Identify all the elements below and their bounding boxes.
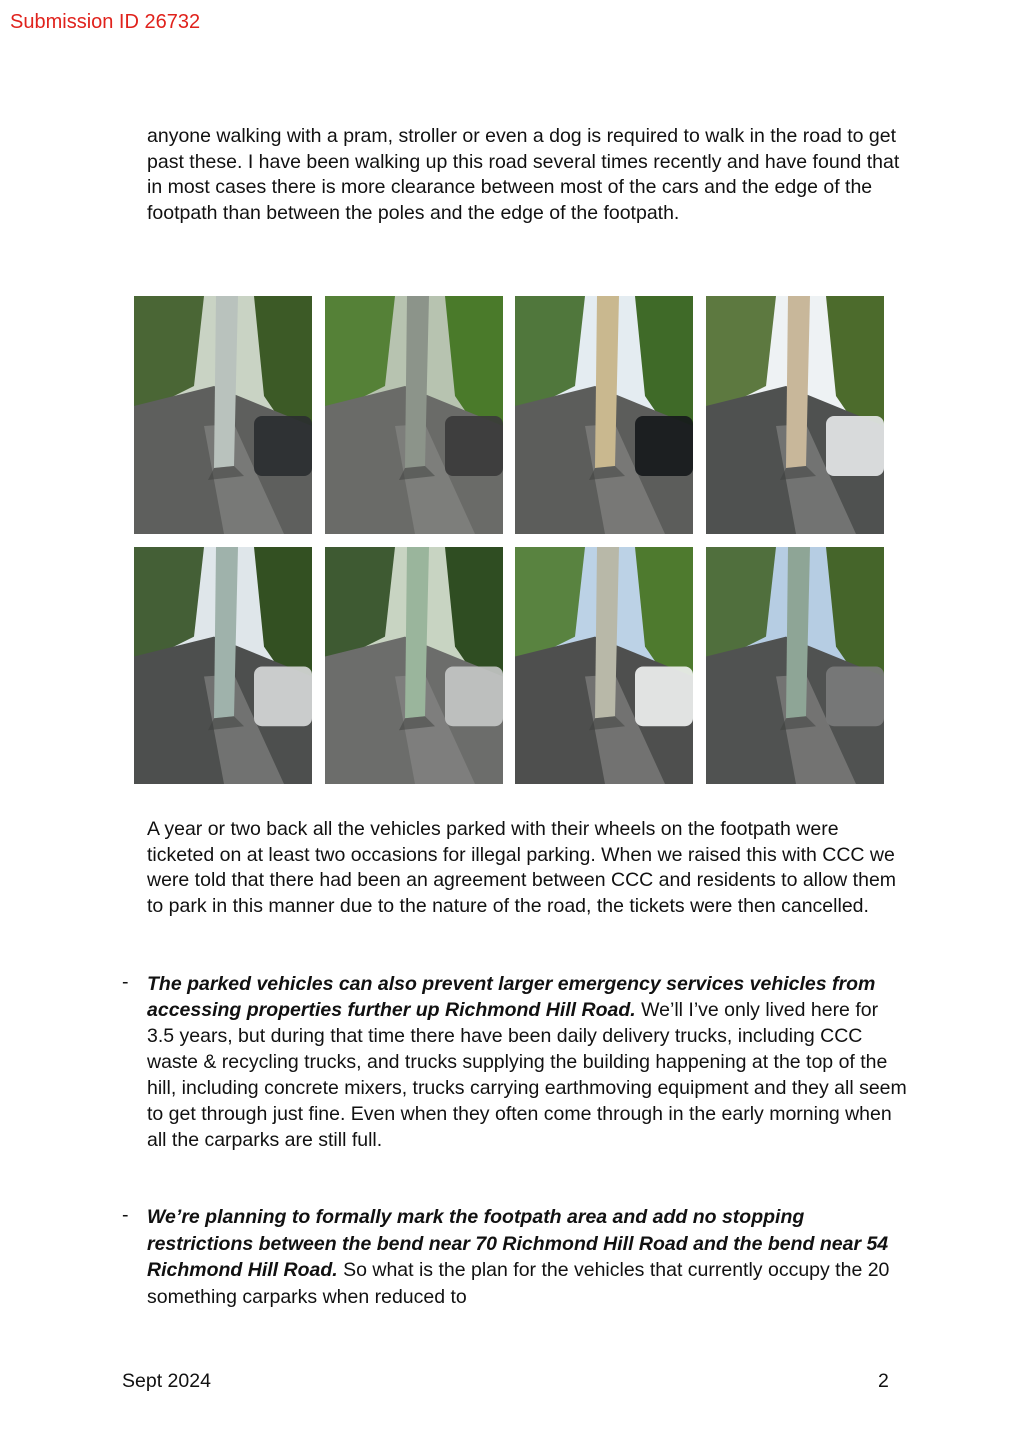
bullet-emergency-vehicles-text: We’ll I’ve only lived here for 3.5 years, but during that time there have been daily delivery trucks, including CCC waste & recycling trucks, and trucks supplying the building happening at the top of the hill, including concrete mixers, trucks carrying earthmoving equipment and they all seem to get through just fine. Even when they often come through in the early morning when all the carparks are still full. [147, 999, 907, 1151]
photo-7 [515, 547, 693, 784]
photo-pole-road-yellow-lines [134, 296, 312, 534]
photo-vehicle [826, 416, 884, 476]
photo-utility-pole [214, 547, 238, 718]
photo-utility-pole [405, 296, 429, 468]
photo-utility-pole [595, 296, 619, 468]
bullet-dash-1: - [122, 971, 129, 993]
photo-utility-pole [786, 296, 810, 468]
footer-page-number: 2 [878, 1370, 889, 1392]
footer-date: Sept 2024 [122, 1370, 211, 1392]
photo-pole-hillside-road [134, 547, 312, 784]
photo-6 [325, 547, 503, 784]
bullet-emergency-vehicles [147, 971, 907, 1153]
photo-1 [134, 296, 312, 534]
photo-4 [706, 296, 884, 534]
photo-utility-pole [595, 547, 619, 718]
photo-utility-pole [405, 547, 429, 718]
photo-vehicle [635, 666, 693, 726]
photo-utility-pole [214, 296, 238, 468]
submission-id-stamp: Submission ID 26732 [10, 11, 201, 33]
photo-vehicle [254, 416, 312, 476]
photo-vehicle [826, 666, 884, 726]
photo-pole-footpath-shrubs [325, 296, 503, 534]
photo-pole-white-car [515, 547, 693, 784]
photo-8 [706, 547, 884, 784]
photo-5 [134, 547, 312, 784]
photo-utility-pole [786, 547, 810, 718]
paragraph-ticketing: A year or two back all the vehicles parked with their wheels on the footpath were ticketed on at least two occasions for illegal parking. When we raised this with CCC we were told that there had been an agreement between CCC and residents to allow them to park in this manner due to the nature of the road, the tickets were then cancelled. [147, 818, 897, 917]
photo-3 [515, 296, 693, 534]
bullet-emergency-vehicles-bold: The parked vehicles can also prevent larger emergency services vehicles from accessing properties further up Richmond Hill Road. [147, 973, 876, 1021]
bullet-footpath-plan-text: So what is the plan for the vehicles that currently occupy the 20 something carparks when reduced to [147, 1259, 890, 1308]
photo-pole-van-road [706, 296, 884, 534]
photo-pole-parked-black-car [515, 296, 693, 534]
bullet-dash-2: - [122, 1204, 129, 1226]
photo-vehicle [445, 666, 503, 726]
bullet-footpath-plan [147, 1204, 907, 1310]
photo-vehicle [445, 416, 503, 476]
photo-vehicle [254, 666, 312, 726]
paragraph-clearance: anyone walking with a pram, stroller or even a dog is required to walk in the road to get past these. I have been walking up this road several times recently and have found that in most cases there is more clearance between most of the cars and the edge of the footpath than between the poles and the edge of the footpath. [147, 125, 900, 224]
photo-pole-sea-view [706, 547, 884, 784]
photo-2 [325, 296, 503, 534]
photo-pole-green-footpath-bench [325, 547, 503, 784]
photo-vehicle [635, 416, 693, 476]
bullet-footpath-plan-bold: We’re planning to formally mark the footpath area and add no stopping restrictions between the bend near 70 Richmond Hill Road and the bend near 54 Richmond Hill Road. [147, 1206, 889, 1281]
